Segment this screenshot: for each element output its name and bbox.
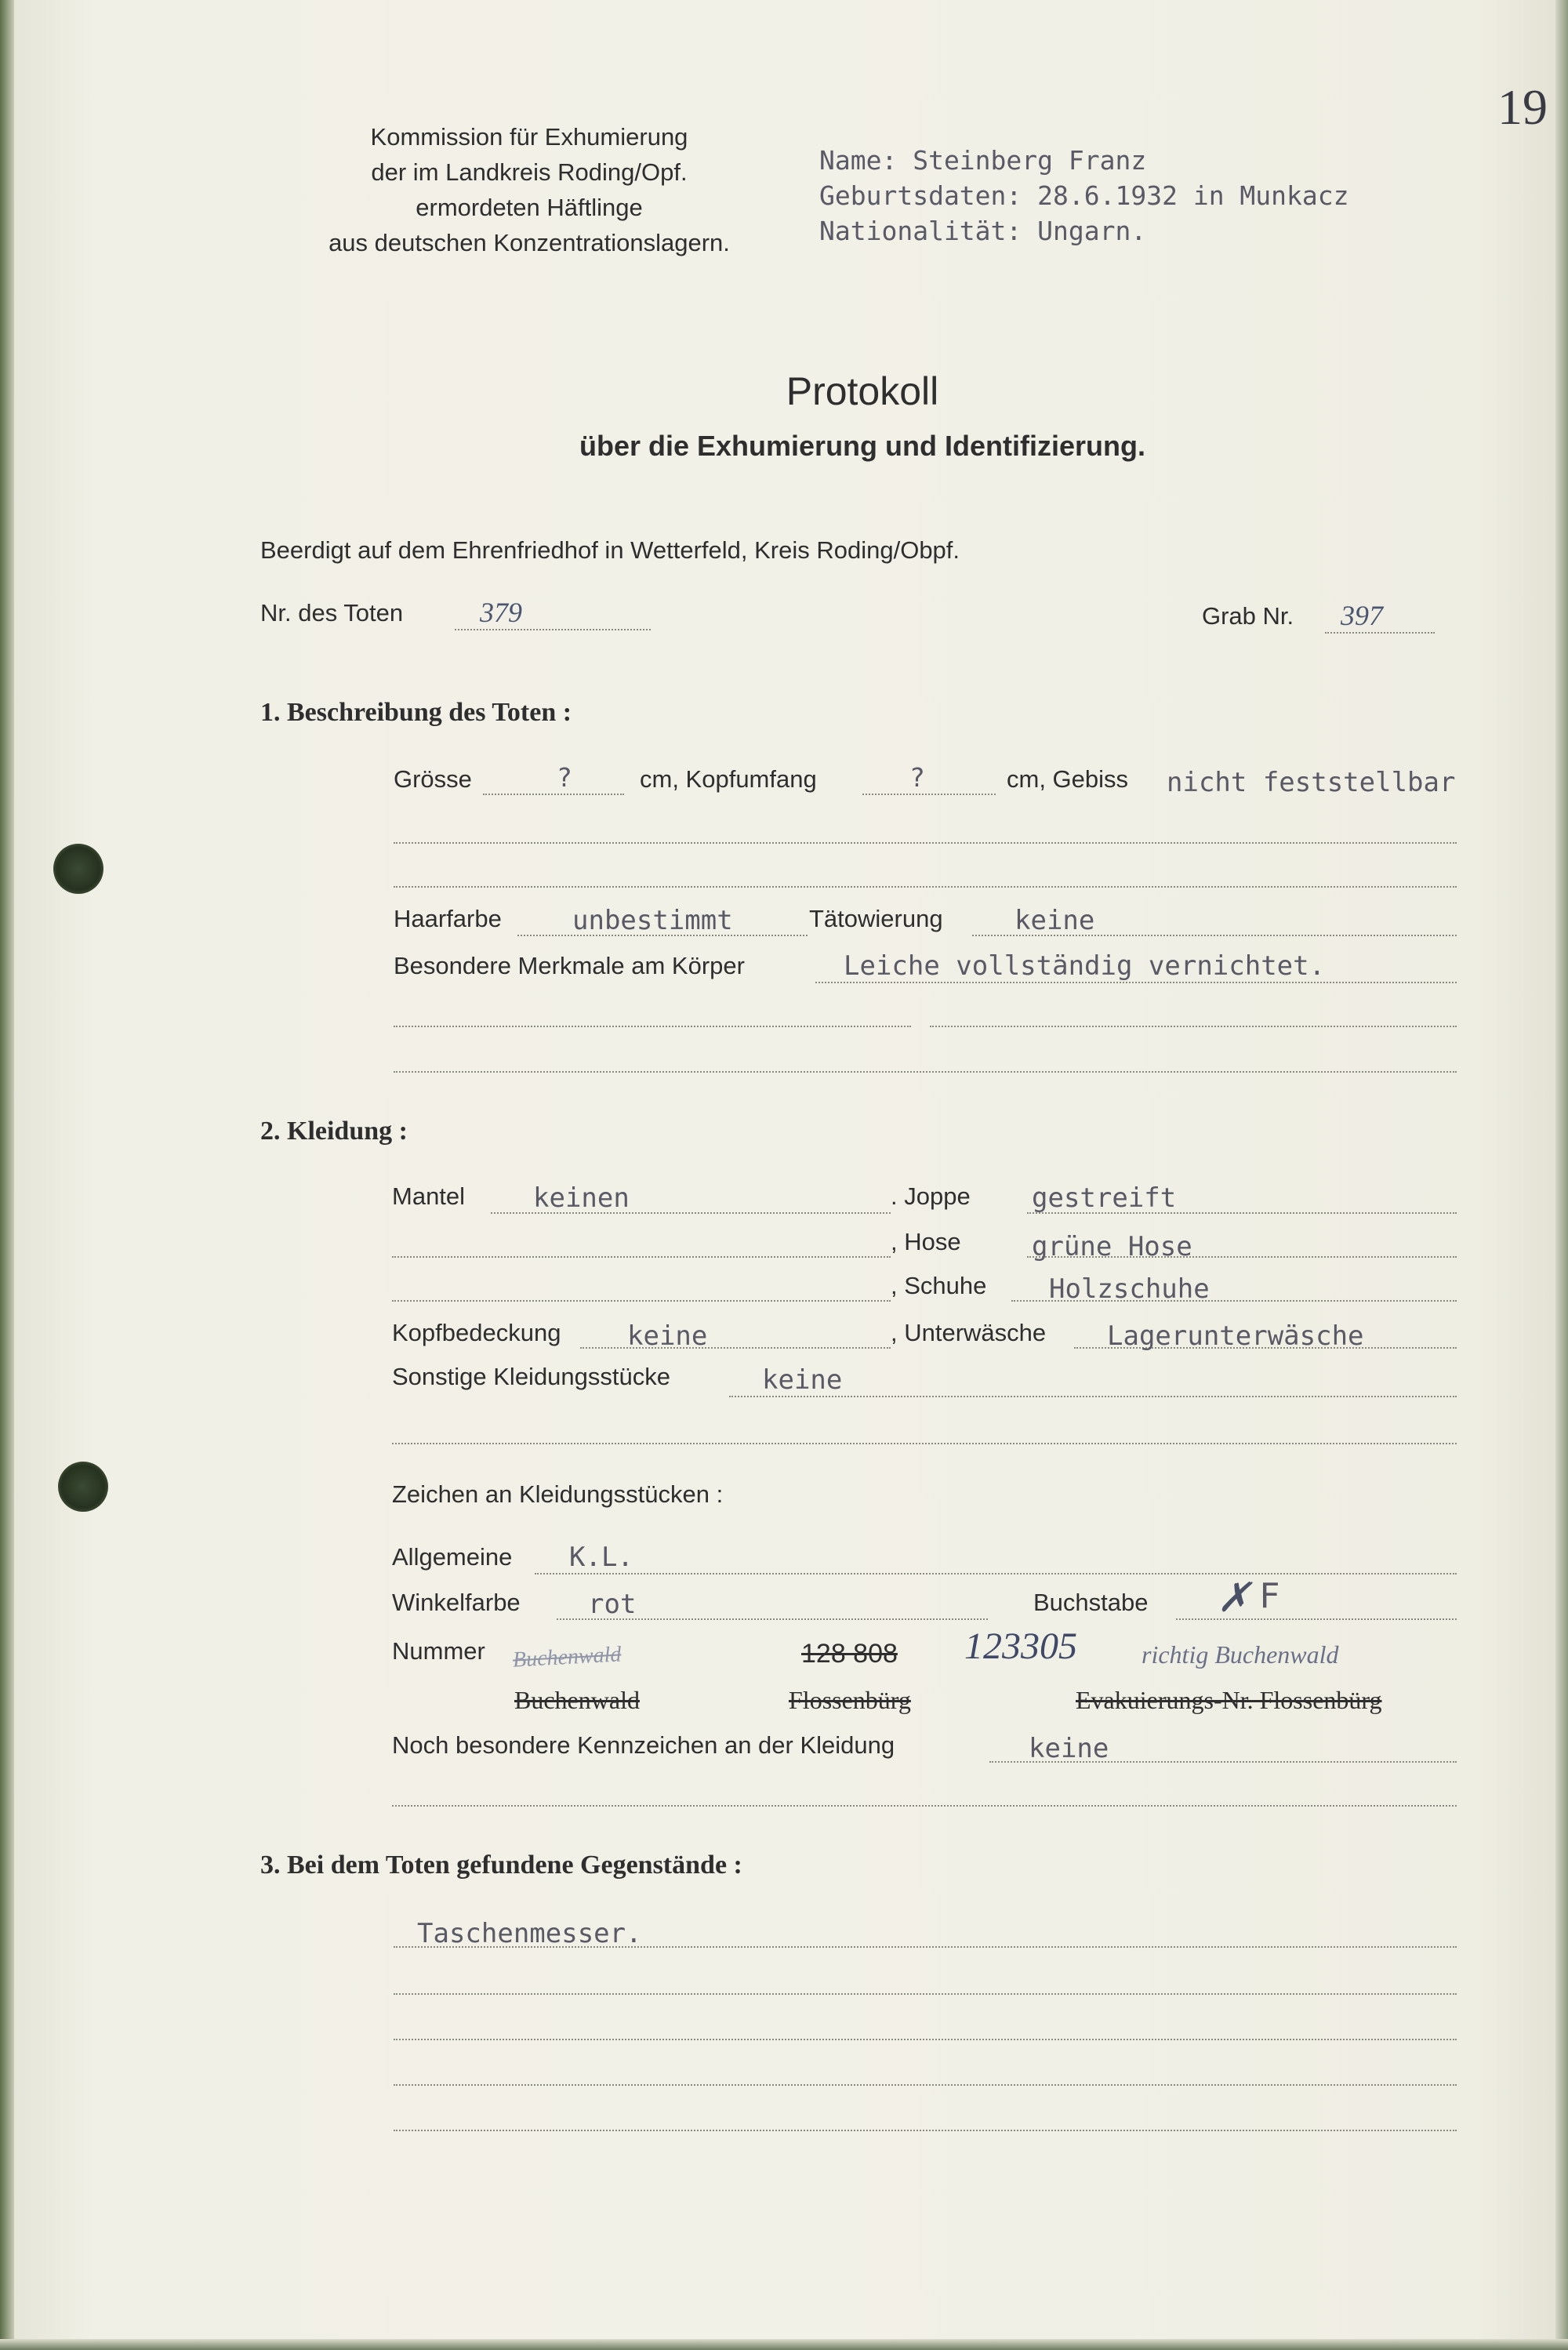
commission-line-2: der im Landkreis Roding/Opf.: [371, 158, 688, 186]
marks-value: Leiche vollständig vernichtet.: [844, 950, 1326, 982]
section1-heading: 1. Beschreibung des Toten :: [260, 698, 572, 727]
headwear-value: keine: [627, 1320, 708, 1352]
commission-line-3: ermordeten Häftlinge: [416, 194, 643, 221]
items-line-5: [394, 2130, 1457, 2131]
section3-heading: 3. Bei dem Toten gefundene Gegenstände :: [260, 1851, 742, 1880]
blank-line-8: [392, 1443, 1457, 1444]
blank-line-6: [392, 1256, 891, 1258]
headwear-label: Kopfbedeckung: [392, 1319, 561, 1346]
paper-edge-bottom: [0, 2339, 1568, 2350]
paper-edge-left: [0, 0, 14, 2350]
coat-label: Mantel: [392, 1182, 466, 1210]
commission-line-4: aus deutschen Konzentrationslagern.: [328, 229, 730, 256]
hair-label: Haarfarbe: [394, 905, 502, 932]
other-clothing-line: [729, 1396, 1457, 1397]
burial-line: Beerdigt auf dem Ehrenfriedhof in Wetterfeld, Kreis Roding/Obpf.: [260, 536, 960, 564]
trousers-label: , Hose: [891, 1228, 961, 1255]
paper-edge-right: [1555, 0, 1568, 2350]
shoes-value: Holzschuhe: [1049, 1273, 1210, 1305]
punch-hole-lower: [58, 1462, 108, 1512]
size-unit-label: cm, Kopfumfang: [640, 765, 817, 793]
items-line-2: [394, 1993, 1457, 1995]
person-name: Name: Steinberg Franz: [819, 145, 1147, 176]
dead-number-line: [455, 629, 651, 630]
marks-label: Besondere Merkmale am Körper: [394, 952, 745, 979]
other-clothing-value: keine: [762, 1364, 843, 1396]
number-handwritten-struck: Buchenwald: [512, 1642, 622, 1673]
angle-color-label: Winkelfarbe: [392, 1589, 521, 1616]
document-title: Protokoll: [786, 369, 939, 413]
number-handwritten-value: 123305: [964, 1625, 1077, 1667]
grave-number-line: [1325, 632, 1435, 634]
clothing-marks-heading: Zeichen an Kleidungsstücken :: [392, 1480, 724, 1508]
general-label: Allgemeine: [392, 1543, 513, 1571]
tattoo-label: Tätowierung: [809, 905, 943, 932]
person-block: [819, 143, 1349, 249]
sub-label-flossenburg: Flossenbürg: [789, 1686, 911, 1714]
tattoo-value: keine: [1014, 905, 1095, 936]
letter-label: Buchstabe: [1033, 1589, 1149, 1616]
blank-line-9: [392, 1805, 1457, 1807]
special-marks-label: Noch besondere Kennzeichen an der Kleidung: [392, 1731, 895, 1759]
trousers-value: grüne Hose: [1032, 1231, 1192, 1262]
section2-heading: 2. Kleidung :: [260, 1117, 408, 1146]
general-value: K.L.: [569, 1542, 633, 1573]
underwear-value: Lagerunterwäsche: [1107, 1320, 1364, 1352]
commission-line-1: Kommission für Exhumierung: [370, 123, 688, 151]
items-line-3: [394, 2039, 1457, 2040]
head-unit-label: cm, Gebiss: [1007, 765, 1129, 793]
head-line: [862, 794, 996, 795]
size-value: ?: [557, 762, 572, 793]
marks-line: [815, 982, 1457, 983]
number-note: richtig Buchenwald: [1142, 1640, 1339, 1669]
jacket-label: . Joppe: [891, 1182, 971, 1210]
angle-color-value: rot: [588, 1589, 637, 1620]
grave-number-label: Grab Nr.: [1202, 602, 1294, 630]
number-label: Nummer: [392, 1637, 485, 1665]
blank-line-7: [392, 1300, 891, 1302]
other-clothing-label: Sonstige Kleidungsstücke: [392, 1363, 671, 1390]
letter-strike-mark: ✗: [1217, 1576, 1251, 1621]
page-number: 19: [1497, 79, 1548, 135]
found-item: Taschenmesser.: [417, 1918, 642, 1949]
grave-number-value: 397: [1341, 600, 1383, 631]
number-typed-struck: 128 808: [801, 1639, 898, 1669]
commission-header: [282, 119, 776, 260]
underwear-label: , Unterwäsche: [891, 1319, 1047, 1346]
teeth-value: nicht feststellbar: [1167, 767, 1456, 798]
blank-line-5: [394, 1071, 1457, 1073]
sub-label-buchenwald: Buchenwald: [514, 1686, 640, 1714]
items-line-4: [394, 2084, 1457, 2086]
blank-line-3: [394, 1026, 911, 1027]
dead-number-value: 379: [480, 597, 522, 628]
dead-number-label: Nr. des Toten: [260, 599, 404, 627]
size-label: Grösse: [394, 765, 472, 793]
blank-line-4: [930, 1026, 1457, 1027]
person-birth: Geburtsdaten: 28.6.1932 in Munkacz: [819, 180, 1349, 211]
blank-line-2: [394, 886, 1457, 888]
coat-value: keinen: [533, 1182, 630, 1214]
size-line: [483, 794, 624, 795]
letter-value: F: [1259, 1576, 1280, 1616]
hair-value: unbestimmt: [572, 905, 733, 936]
shoes-label: , Schuhe: [891, 1272, 987, 1299]
special-marks-value: keine: [1029, 1733, 1109, 1764]
general-line: [535, 1573, 1457, 1575]
head-value: ?: [909, 762, 925, 793]
punch-hole-upper: [53, 844, 103, 894]
jacket-value: gestreift: [1032, 1182, 1177, 1214]
document-subtitle: über die Exhumierung und Identifizierung.: [579, 430, 1146, 462]
sub-label-evakuierung: Evakuierungs-Nr. Flossenbürg: [1076, 1686, 1382, 1714]
person-nationality: Nationalität: Ungarn.: [819, 216, 1147, 246]
blank-line-1: [394, 842, 1457, 844]
